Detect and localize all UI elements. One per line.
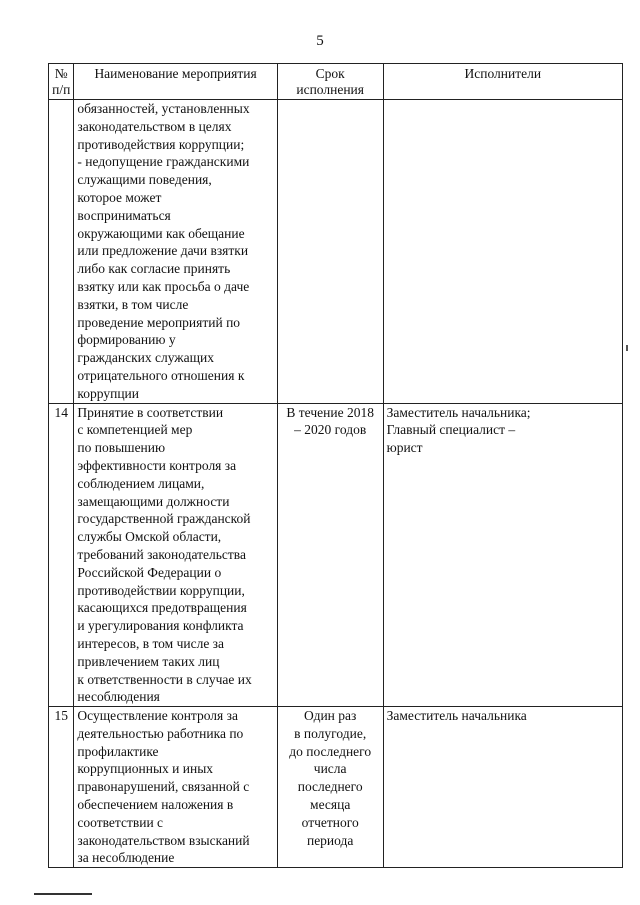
deadline-cell [277,707,383,868]
text-line: Заместитель начальника [386,708,527,724]
text-line: профилактике [77,743,159,759]
text-line: законодательством в целях [77,118,232,134]
row-number [49,100,74,404]
text-line: Главный специалист – [386,422,516,438]
header-exec-line: Исполнители [464,66,542,81]
executors-cell [383,707,622,868]
table-row [49,100,623,404]
text-line: Российской Федерации о [77,564,222,580]
text-line: эффективности контроля за [77,457,237,473]
text-line: законодательством взысканий [77,832,250,848]
text-line: службы Омской области, [77,529,222,545]
executors-cell [383,100,622,404]
text-line: противодействии коррупции, [77,582,245,598]
text-line: с компетенцией мер [77,422,193,438]
deadline-cell [277,100,383,404]
text-line: соответствии с [77,814,164,830]
text-line: требований законодательства [77,546,246,562]
text-line: государственной гражданской [77,511,251,527]
text-line: обязанностей, установленных [77,101,250,116]
text-line: за несоблюдение [77,850,175,866]
text-line: проведение мероприятий по [77,314,241,330]
table-header-row [49,64,623,100]
text-line: юрист [386,440,423,456]
text-line: периода [306,832,354,848]
text-line: правонарушений, связанной с [77,779,250,795]
executors-cell [383,403,622,707]
header-num-line: № [54,66,68,81]
text-line: противодействия коррупции; [77,136,245,152]
text-line: привлечением таких лиц [77,653,220,669]
text-line: которое может [77,189,162,205]
text-line: обеспечением наложения в [77,797,234,813]
text-line: коррупции [77,385,139,401]
header-term-line: исполнения [296,82,364,97]
text-line: либо как согласие принять [77,261,231,277]
deadline-cell [277,403,383,707]
text-line: Осуществление контроля за [77,708,238,724]
text-line: гражданских служащих [77,350,214,366]
row-number: 15 [49,707,74,868]
text-line: взятку или как просьба о даче [77,278,250,294]
text-line: касающихся предотвращения [77,600,247,616]
text-line: отрицательного отношения к [77,367,245,383]
text-line: интересов, в том числе за [77,635,225,651]
table-row [49,403,623,707]
header-exec [383,64,622,100]
measure-name [74,707,277,868]
text-line: деятельностью работника по [77,725,244,741]
text-line: Принятие в соответствии [77,404,224,420]
header-name-line: Наименование мероприятия [94,66,257,81]
text-line: окружающими как обещание [77,225,245,241]
text-line: Заместитель начальника; [386,404,531,420]
measure-name [74,100,277,404]
text-line: числа [313,761,347,777]
text-line: и урегулирования конфликта [77,618,244,634]
text-line: до последнего [289,743,372,759]
text-line: - недопущение гражданскими [77,154,250,170]
text-line: несоблюдения [77,689,160,705]
text-line: В течение 2018 [286,404,374,420]
header-term [277,64,383,100]
text-line: последнего [297,779,363,795]
measure-name [74,403,277,707]
row-number: 14 [49,403,74,707]
text-line: коррупционных и иных [77,761,214,777]
text-line: формированию у [77,332,176,348]
text-line: отчетного [301,814,359,830]
header-name [74,64,277,100]
scan-artifact [626,345,628,351]
text-line: Один раз [304,708,357,724]
text-line: взятки, в том числе [77,296,189,312]
page-number: 5 [316,33,324,49]
text-line: по повышению [77,440,166,456]
text-line: соблюдением лицами, [77,475,205,491]
text-line: или предложение дачи взятки [77,243,249,259]
table-row [49,707,623,868]
text-line: – 2020 годов [294,422,367,438]
header-num-line: п/п [52,82,71,97]
text-line: служащими поведения, [77,172,212,188]
header-term-line: Срок [315,66,345,81]
text-line: замещающими должности [77,493,230,509]
text-line: месяца [310,797,351,813]
header-num [49,64,74,100]
footer-rule [34,893,92,895]
text-line: восприниматься [77,207,171,223]
text-line: в полугодие, [294,725,367,741]
text-line: к ответственности в случае их [77,671,252,687]
measures-table [48,63,623,868]
